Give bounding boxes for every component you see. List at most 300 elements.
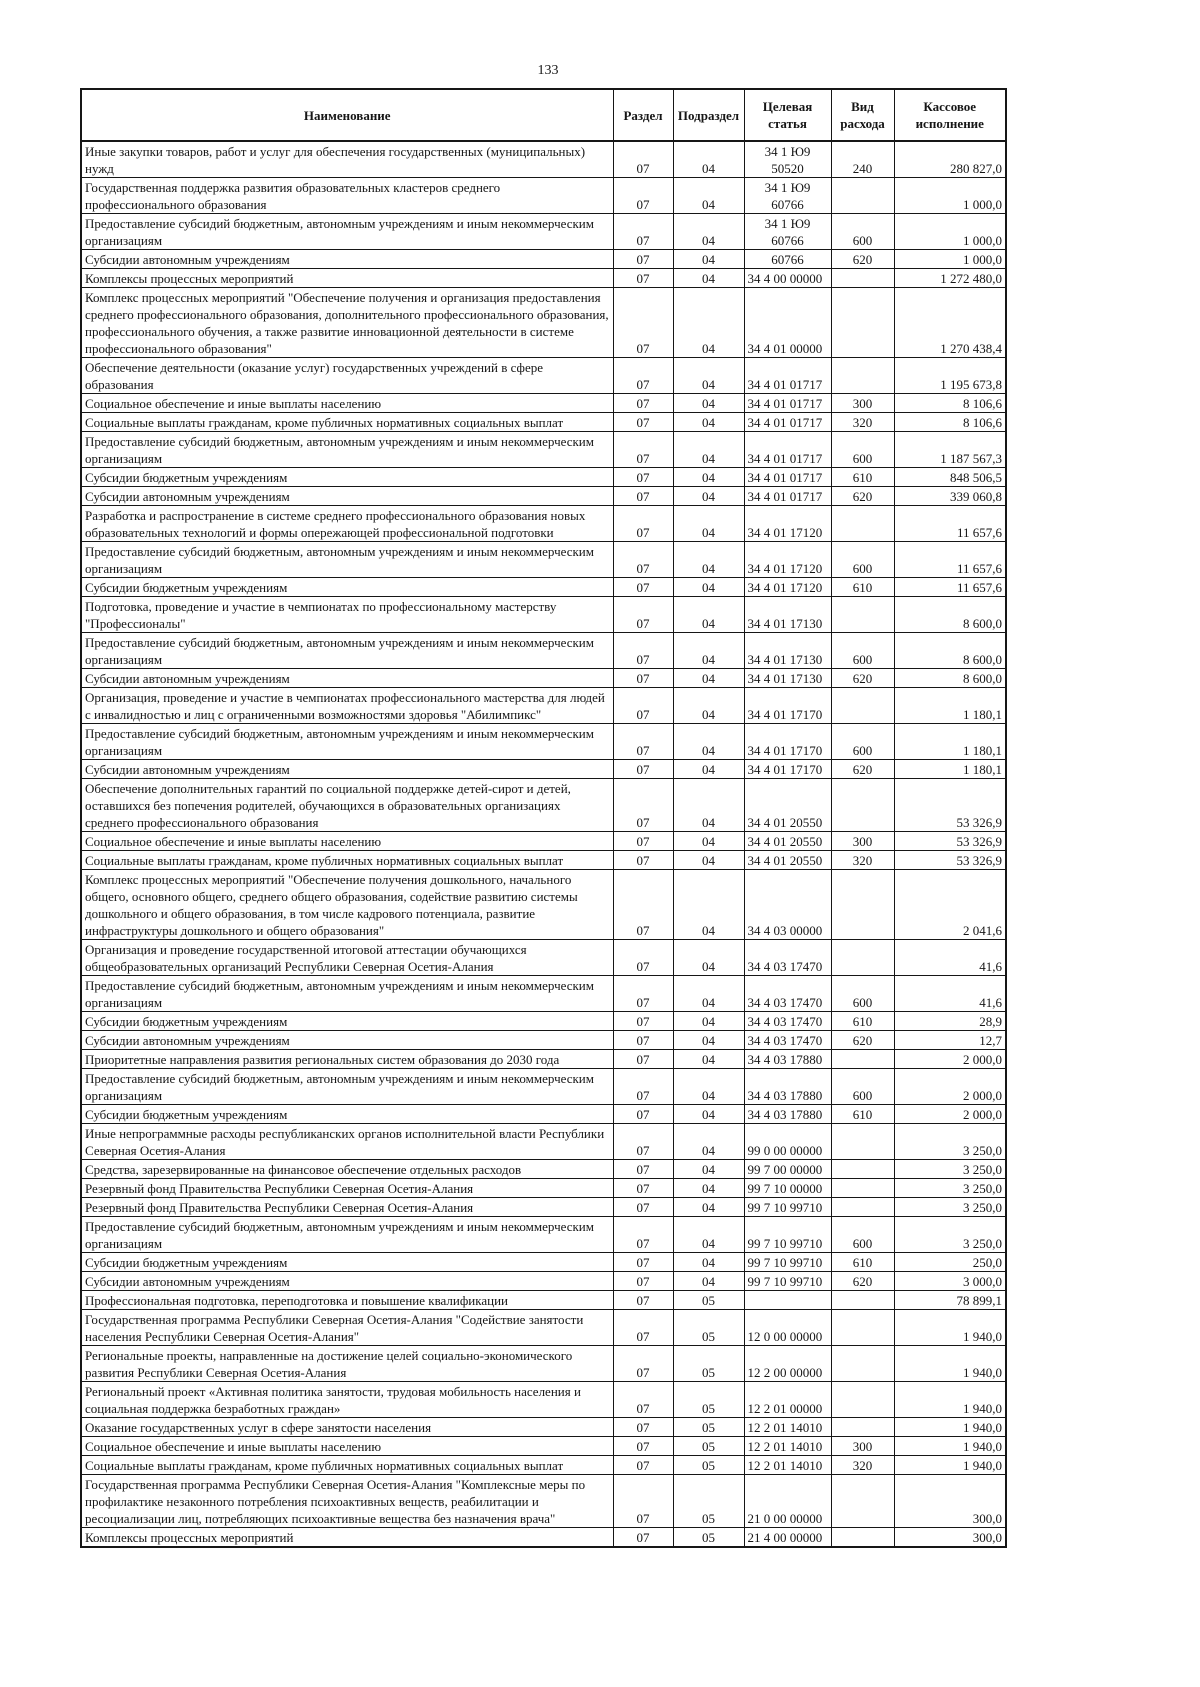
cell-subsection: 04 <box>673 976 744 1012</box>
cell-target: 34 4 03 17470 <box>744 1012 831 1031</box>
cell-expense-type: 320 <box>831 413 894 432</box>
cell-target: 99 7 10 00000 <box>744 1179 831 1198</box>
cell-subsection: 05 <box>673 1437 744 1456</box>
cell-section: 07 <box>613 1217 673 1253</box>
cell-execution: 300,0 <box>894 1528 1006 1548</box>
cell-section: 07 <box>613 1346 673 1382</box>
cell-execution: 8 600,0 <box>894 633 1006 669</box>
cell-execution: 1 180,1 <box>894 688 1006 724</box>
cell-execution: 1 272 480,0 <box>894 269 1006 288</box>
cell-subsection: 04 <box>673 358 744 394</box>
cell-section: 07 <box>613 1031 673 1050</box>
cell-name: Предоставление субсидий бюджетным, автономным учреждениям и иным некоммерческим организациям <box>81 214 613 250</box>
cell-subsection: 04 <box>673 141 744 178</box>
cell-name: Подготовка, проведение и участие в чемпионатах по профессиональному мастерству "Профессионалы" <box>81 597 613 633</box>
cell-section: 07 <box>613 542 673 578</box>
cell-expense-type: 620 <box>831 1031 894 1050</box>
cell-target: 34 4 01 01717 <box>744 358 831 394</box>
table-row <box>81 1382 1006 1418</box>
cell-execution: 78 899,1 <box>894 1291 1006 1310</box>
cell-expense-type: 320 <box>831 851 894 870</box>
cell-subsection: 04 <box>673 178 744 214</box>
cell-subsection: 04 <box>673 1069 744 1105</box>
header-subsection <box>673 89 744 141</box>
table-row <box>81 832 1006 851</box>
cell-name: Комплексы процессных мероприятий <box>81 1528 613 1548</box>
table-header <box>81 89 1006 141</box>
cell-section: 07 <box>613 1069 673 1105</box>
cell-expense-type: 620 <box>831 1272 894 1291</box>
cell-target: 34 4 01 01717 <box>744 468 831 487</box>
cell-expense-type <box>831 1382 894 1418</box>
cell-section: 07 <box>613 597 673 633</box>
cell-execution: 1 180,1 <box>894 724 1006 760</box>
cell-execution: 300,0 <box>894 1475 1006 1528</box>
cell-execution: 3 250,0 <box>894 1217 1006 1253</box>
cell-subsection: 04 <box>673 487 744 506</box>
cell-expense-type <box>831 358 894 394</box>
cell-section: 07 <box>613 288 673 358</box>
cell-subsection: 04 <box>673 1198 744 1217</box>
cell-expense-type <box>831 940 894 976</box>
cell-section: 07 <box>613 432 673 468</box>
cell-execution: 339 060,8 <box>894 487 1006 506</box>
cell-execution: 3 250,0 <box>894 1160 1006 1179</box>
cell-expense-type: 600 <box>831 633 894 669</box>
table-row <box>81 413 1006 432</box>
cell-section: 07 <box>613 1160 673 1179</box>
cell-expense-type: 320 <box>831 1456 894 1475</box>
cell-section: 07 <box>613 413 673 432</box>
cell-name: Субсидии бюджетным учреждениям <box>81 468 613 487</box>
cell-target: 21 4 00 00000 <box>744 1528 831 1548</box>
cell-section: 07 <box>613 506 673 542</box>
cell-section: 07 <box>613 1528 673 1548</box>
cell-expense-type <box>831 1050 894 1069</box>
cell-target <box>744 1291 831 1310</box>
cell-section: 07 <box>613 1437 673 1456</box>
table-row <box>81 779 1006 832</box>
cell-section: 07 <box>613 487 673 506</box>
cell-subsection: 04 <box>673 1272 744 1291</box>
cell-name: Региональные проекты, направленные на достижение целей социально-экономического развития Республики Северная Осетия-Алания <box>81 1346 613 1382</box>
cell-name: Профессиональная подготовка, переподготовка и повышение квалификации <box>81 1291 613 1310</box>
cell-target: 34 4 01 20550 <box>744 851 831 870</box>
cell-name: Государственная программа Республики Северная Осетия-Алания "Комплексные меры по профилактике незаконного потребления психоактивных веществ, реабилитации и ресоциализации лиц, потребляющих психоактивные вещества без назначения врача" <box>81 1475 613 1528</box>
cell-name: Субсидии бюджетным учреждениям <box>81 1105 613 1124</box>
cell-name: Субсидии бюджетным учреждениям <box>81 578 613 597</box>
cell-target: 34 4 01 17170 <box>744 688 831 724</box>
cell-expense-type: 600 <box>831 976 894 1012</box>
cell-target: 12 2 01 14010 <box>744 1456 831 1475</box>
cell-execution: 1 000,0 <box>894 178 1006 214</box>
cell-section: 07 <box>613 760 673 779</box>
table-row <box>81 141 1006 178</box>
table-row <box>81 1253 1006 1272</box>
cell-execution: 8 600,0 <box>894 597 1006 633</box>
table-row <box>81 250 1006 269</box>
table-body <box>81 141 1006 1547</box>
table-row <box>81 1418 1006 1437</box>
table-row <box>81 1528 1006 1548</box>
cell-target: 34 4 01 17130 <box>744 669 831 688</box>
header-section-label: Раздел <box>623 107 663 123</box>
cell-execution: 11 657,6 <box>894 506 1006 542</box>
cell-execution: 53 326,9 <box>894 779 1006 832</box>
table-row <box>81 178 1006 214</box>
cell-subsection: 04 <box>673 250 744 269</box>
cell-expense-type <box>831 1291 894 1310</box>
table-row <box>81 506 1006 542</box>
cell-execution: 1 180,1 <box>894 760 1006 779</box>
table-row <box>81 940 1006 976</box>
cell-section: 07 <box>613 1253 673 1272</box>
cell-subsection: 05 <box>673 1456 744 1475</box>
cell-name: Оказание государственных услуг в сфере занятости населения <box>81 1418 613 1437</box>
table-row <box>81 851 1006 870</box>
cell-name: Обеспечение деятельности (оказание услуг) государственных учреждений в сфере образования <box>81 358 613 394</box>
header-expense-type <box>831 89 894 141</box>
cell-section: 07 <box>613 1179 673 1198</box>
cell-section: 07 <box>613 633 673 669</box>
cell-name: Предоставление субсидий бюджетным, автономным учреждениям и иным некоммерческим организациям <box>81 976 613 1012</box>
cell-name: Субсидии автономным учреждениям <box>81 250 613 269</box>
table-row <box>81 669 1006 688</box>
cell-execution: 3 250,0 <box>894 1124 1006 1160</box>
cell-subsection: 04 <box>673 688 744 724</box>
cell-section: 07 <box>613 688 673 724</box>
cell-expense-type <box>831 506 894 542</box>
cell-section: 07 <box>613 851 673 870</box>
cell-target: 12 0 00 00000 <box>744 1310 831 1346</box>
cell-subsection: 04 <box>673 578 744 597</box>
cell-name: Региональный проект «Активная политика занятости, трудовая мобильность населения и социальная поддержка безработных граждан» <box>81 1382 613 1418</box>
cell-expense-type <box>831 870 894 940</box>
table-row <box>81 1437 1006 1456</box>
cell-name: Организация и проведение государственной итоговой аттестации обучающихся общеобразовательных организаций Республики Северная Осетия-Алания <box>81 940 613 976</box>
cell-expense-type <box>831 688 894 724</box>
table-row <box>81 214 1006 250</box>
cell-section: 07 <box>613 1475 673 1528</box>
cell-section: 07 <box>613 940 673 976</box>
cell-execution: 12,7 <box>894 1031 1006 1050</box>
page-number: 133 <box>537 63 559 78</box>
cell-target: 34 4 01 17120 <box>744 506 831 542</box>
header-section <box>613 89 673 141</box>
budget-table <box>80 88 1007 1548</box>
table-row <box>81 432 1006 468</box>
cell-target: 34 4 01 01717 <box>744 394 831 413</box>
cell-execution: 3 250,0 <box>894 1198 1006 1217</box>
table-row <box>81 487 1006 506</box>
cell-target: 34 4 01 20550 <box>744 779 831 832</box>
cell-section: 07 <box>613 1272 673 1291</box>
cell-expense-type: 610 <box>831 1253 894 1272</box>
cell-section: 07 <box>613 870 673 940</box>
cell-subsection: 04 <box>673 432 744 468</box>
cell-target: 12 2 01 14010 <box>744 1418 831 1437</box>
cell-subsection: 04 <box>673 870 744 940</box>
cell-name: Социальные выплаты гражданам, кроме публичных нормативных социальных выплат <box>81 1456 613 1475</box>
cell-section: 07 <box>613 724 673 760</box>
header-target-label: Целевая статья <box>762 99 813 131</box>
cell-execution: 41,6 <box>894 976 1006 1012</box>
cell-target: 34 4 03 17880 <box>744 1105 831 1124</box>
cell-expense-type: 610 <box>831 1012 894 1031</box>
cell-name: Средства, зарезервированные на финансовое обеспечение отдельных расходов <box>81 1160 613 1179</box>
cell-subsection: 05 <box>673 1382 744 1418</box>
cell-section: 07 <box>613 1124 673 1160</box>
cell-expense-type <box>831 1179 894 1198</box>
table-row <box>81 468 1006 487</box>
table-row <box>81 1217 1006 1253</box>
cell-target: 34 4 03 17880 <box>744 1069 831 1105</box>
cell-subsection: 04 <box>673 394 744 413</box>
cell-name: Предоставление субсидий бюджетным, автономным учреждениям и иным некоммерческим организациям <box>81 1217 613 1253</box>
cell-target: 34 4 01 01717 <box>744 432 831 468</box>
table-row <box>81 1105 1006 1124</box>
cell-name: Организация, проведение и участие в чемпионатах профессионального мастерства для людей с инвалидностью и лиц с ограниченными возможностями здоровья "Абилимпикс" <box>81 688 613 724</box>
cell-name: Социальные выплаты гражданам, кроме публичных нормативных социальных выплат <box>81 851 613 870</box>
cell-expense-type: 610 <box>831 468 894 487</box>
cell-name: Социальное обеспечение и иные выплаты населению <box>81 832 613 851</box>
cell-subsection: 04 <box>673 1012 744 1031</box>
cell-execution: 1 940,0 <box>894 1310 1006 1346</box>
cell-subsection: 04 <box>673 760 744 779</box>
cell-section: 07 <box>613 578 673 597</box>
cell-target: 34 4 00 00000 <box>744 269 831 288</box>
cell-expense-type: 600 <box>831 214 894 250</box>
cell-expense-type: 610 <box>831 578 894 597</box>
cell-expense-type <box>831 178 894 214</box>
cell-subsection: 04 <box>673 832 744 851</box>
cell-subsection: 04 <box>673 851 744 870</box>
cell-execution: 280 827,0 <box>894 141 1006 178</box>
cell-name: Иные закупки товаров, работ и услуг для обеспечения государственных (муниципальных) нужд <box>81 141 613 178</box>
cell-expense-type: 300 <box>831 1437 894 1456</box>
table-row <box>81 1031 1006 1050</box>
table-row <box>81 269 1006 288</box>
cell-section: 07 <box>613 1198 673 1217</box>
cell-execution: 53 326,9 <box>894 851 1006 870</box>
cell-name: Резервный фонд Правительства Республики Северная Осетия-Алания <box>81 1179 613 1198</box>
cell-execution: 8 106,6 <box>894 394 1006 413</box>
cell-expense-type <box>831 597 894 633</box>
cell-subsection: 04 <box>673 779 744 832</box>
table-row <box>81 288 1006 358</box>
cell-expense-type <box>831 269 894 288</box>
cell-execution: 1 940,0 <box>894 1437 1006 1456</box>
cell-target: 34 4 01 01717 <box>744 487 831 506</box>
cell-execution: 2 000,0 <box>894 1050 1006 1069</box>
cell-target: 99 0 00 00000 <box>744 1124 831 1160</box>
cell-target: 34 4 01 17130 <box>744 633 831 669</box>
cell-subsection: 04 <box>673 1217 744 1253</box>
cell-target: 21 0 00 00000 <box>744 1475 831 1528</box>
cell-expense-type: 600 <box>831 724 894 760</box>
cell-name: Приоритетные направления развития региональных систем образования до 2030 года <box>81 1050 613 1069</box>
cell-execution: 1 940,0 <box>894 1456 1006 1475</box>
cell-expense-type <box>831 1310 894 1346</box>
cell-name: Комплекс процессных мероприятий "Обеспечение получения дошкольного, начального общего, основного общего, среднего общего образования, содействие развитию системы дошкольного и общего образования, в том числе кадрового потенциала, развитие инфраструктуры дошкольного и общего образования" <box>81 870 613 940</box>
cell-subsection: 04 <box>673 1050 744 1069</box>
cell-execution: 8 106,6 <box>894 413 1006 432</box>
cell-expense-type: 240 <box>831 141 894 178</box>
cell-expense-type: 600 <box>831 542 894 578</box>
cell-name: Субсидии автономным учреждениям <box>81 760 613 779</box>
cell-name: Государственная программа Республики Северная Осетия-Алания "Содействие занятости населения Республики Северная Осетия-Алания" <box>81 1310 613 1346</box>
cell-subsection: 04 <box>673 633 744 669</box>
cell-expense-type <box>831 1418 894 1437</box>
cell-name: Субсидии бюджетным учреждениям <box>81 1253 613 1272</box>
table-row <box>81 633 1006 669</box>
table-row <box>81 1456 1006 1475</box>
cell-subsection: 04 <box>673 269 744 288</box>
cell-subsection: 04 <box>673 542 744 578</box>
cell-section: 07 <box>613 1291 673 1310</box>
cell-target: 34 4 01 17130 <box>744 597 831 633</box>
cell-target: 99 7 10 99710 <box>744 1217 831 1253</box>
cell-expense-type: 620 <box>831 760 894 779</box>
cell-target: 34 4 01 00000 <box>744 288 831 358</box>
cell-subsection: 05 <box>673 1310 744 1346</box>
cell-name: Социальные выплаты гражданам, кроме публичных нормативных социальных выплат <box>81 413 613 432</box>
cell-target: 12 2 00 00000 <box>744 1346 831 1382</box>
cell-target: 99 7 10 99710 <box>744 1253 831 1272</box>
cell-expense-type <box>831 1124 894 1160</box>
cell-section: 07 <box>613 141 673 178</box>
cell-execution: 3 000,0 <box>894 1272 1006 1291</box>
cell-execution: 250,0 <box>894 1253 1006 1272</box>
cell-section: 07 <box>613 1105 673 1124</box>
cell-target: 12 2 01 00000 <box>744 1382 831 1418</box>
cell-section: 07 <box>613 1012 673 1031</box>
table-row <box>81 1160 1006 1179</box>
cell-target: 34 4 03 17880 <box>744 1050 831 1069</box>
cell-subsection: 04 <box>673 1160 744 1179</box>
cell-section: 07 <box>613 358 673 394</box>
cell-section: 07 <box>613 394 673 413</box>
cell-execution: 1 940,0 <box>894 1418 1006 1437</box>
cell-subsection: 04 <box>673 597 744 633</box>
cell-section: 07 <box>613 250 673 269</box>
cell-execution: 11 657,6 <box>894 578 1006 597</box>
table-row <box>81 1346 1006 1382</box>
table-row <box>81 976 1006 1012</box>
cell-name: Разработка и распространение в системе среднего профессионального образования новых образовательных технологий и формы опережающей профессиональной подготовки <box>81 506 613 542</box>
cell-subsection: 05 <box>673 1528 744 1548</box>
table-row <box>81 1069 1006 1105</box>
cell-execution: 2 041,6 <box>894 870 1006 940</box>
cell-section: 07 <box>613 1456 673 1475</box>
cell-expense-type <box>831 288 894 358</box>
header-name-label: Наименование <box>303 107 391 123</box>
cell-section: 07 <box>613 1382 673 1418</box>
cell-target: 34 4 03 00000 <box>744 870 831 940</box>
header-name <box>81 89 613 141</box>
table-row <box>81 870 1006 940</box>
cell-subsection: 04 <box>673 1253 744 1272</box>
cell-execution: 1 000,0 <box>894 214 1006 250</box>
cell-execution: 2 000,0 <box>894 1069 1006 1105</box>
cell-execution: 8 600,0 <box>894 669 1006 688</box>
cell-name: Предоставление субсидий бюджетным, автономным учреждениям и иным некоммерческим организациям <box>81 542 613 578</box>
table-row <box>81 542 1006 578</box>
cell-expense-type <box>831 779 894 832</box>
cell-section: 07 <box>613 1050 673 1069</box>
table-row <box>81 597 1006 633</box>
cell-expense-type: 620 <box>831 250 894 269</box>
cell-execution: 2 000,0 <box>894 1105 1006 1124</box>
cell-target: 99 7 00 00000 <box>744 1160 831 1179</box>
cell-section: 07 <box>613 214 673 250</box>
cell-section: 07 <box>613 269 673 288</box>
header-execution-label: Кассовое исполнение <box>915 99 984 131</box>
cell-expense-type: 610 <box>831 1105 894 1124</box>
cell-target: 12 2 01 14010 <box>744 1437 831 1456</box>
cell-execution: 1 187 567,3 <box>894 432 1006 468</box>
header-expense-type-label: Вид расхода <box>840 99 885 131</box>
header-target <box>744 89 831 141</box>
cell-execution: 11 657,6 <box>894 542 1006 578</box>
cell-name: Государственная поддержка развития образовательных кластеров среднего профессионального образования <box>81 178 613 214</box>
cell-expense-type: 600 <box>831 1217 894 1253</box>
cell-name: Предоставление субсидий бюджетным, автономным учреждениям и иным некоммерческим организациям <box>81 432 613 468</box>
cell-execution: 848 506,5 <box>894 468 1006 487</box>
cell-expense-type: 620 <box>831 487 894 506</box>
table-row <box>81 1475 1006 1528</box>
cell-subsection: 04 <box>673 1105 744 1124</box>
cell-name: Субсидии автономным учреждениям <box>81 487 613 506</box>
table-row <box>81 688 1006 724</box>
cell-section: 07 <box>613 832 673 851</box>
cell-name: Субсидии бюджетным учреждениям <box>81 1012 613 1031</box>
cell-subsection: 04 <box>673 468 744 487</box>
cell-section: 07 <box>613 669 673 688</box>
cell-target: 34 1 Ю9 50520 <box>744 141 831 178</box>
cell-name: Комплекс процессных мероприятий "Обеспечение получения и организация предоставления среднего профессионального образования, дополнительного профессионального образования, профессионального обучения, а также развитие инновационной деятельности в системе профессионального образования" <box>81 288 613 358</box>
cell-name: Субсидии автономным учреждениям <box>81 1031 613 1050</box>
cell-subsection: 04 <box>673 506 744 542</box>
cell-target: 34 4 03 17470 <box>744 1031 831 1050</box>
cell-name: Обеспечение дополнительных гарантий по социальной поддержке детей-сирот и детей, оставшихся без попечения родителей, обучающихся в образовательных организациях среднего профессионального образования <box>81 779 613 832</box>
table-row <box>81 1012 1006 1031</box>
cell-target: 34 4 01 01717 <box>744 413 831 432</box>
cell-target: 34 4 01 17170 <box>744 724 831 760</box>
cell-expense-type: 600 <box>831 1069 894 1105</box>
cell-expense-type <box>831 1528 894 1548</box>
header-subsection-label: Подраздел <box>677 107 740 123</box>
cell-subsection: 04 <box>673 1179 744 1198</box>
cell-execution: 1 000,0 <box>894 250 1006 269</box>
table-row <box>81 724 1006 760</box>
cell-execution: 53 326,9 <box>894 832 1006 851</box>
cell-target: 34 4 01 17120 <box>744 542 831 578</box>
cell-section: 07 <box>613 1310 673 1346</box>
cell-target: 34 4 03 17470 <box>744 940 831 976</box>
table-row <box>81 760 1006 779</box>
table-row <box>81 1198 1006 1217</box>
cell-subsection: 04 <box>673 669 744 688</box>
header-execution <box>894 89 1006 141</box>
header-row <box>81 89 1006 141</box>
cell-expense-type: 600 <box>831 432 894 468</box>
table-row <box>81 1310 1006 1346</box>
cell-target: 60766 <box>744 250 831 269</box>
cell-name: Резервный фонд Правительства Республики Северная Осетия-Алания <box>81 1198 613 1217</box>
cell-section: 07 <box>613 976 673 1012</box>
cell-expense-type: 300 <box>831 832 894 851</box>
